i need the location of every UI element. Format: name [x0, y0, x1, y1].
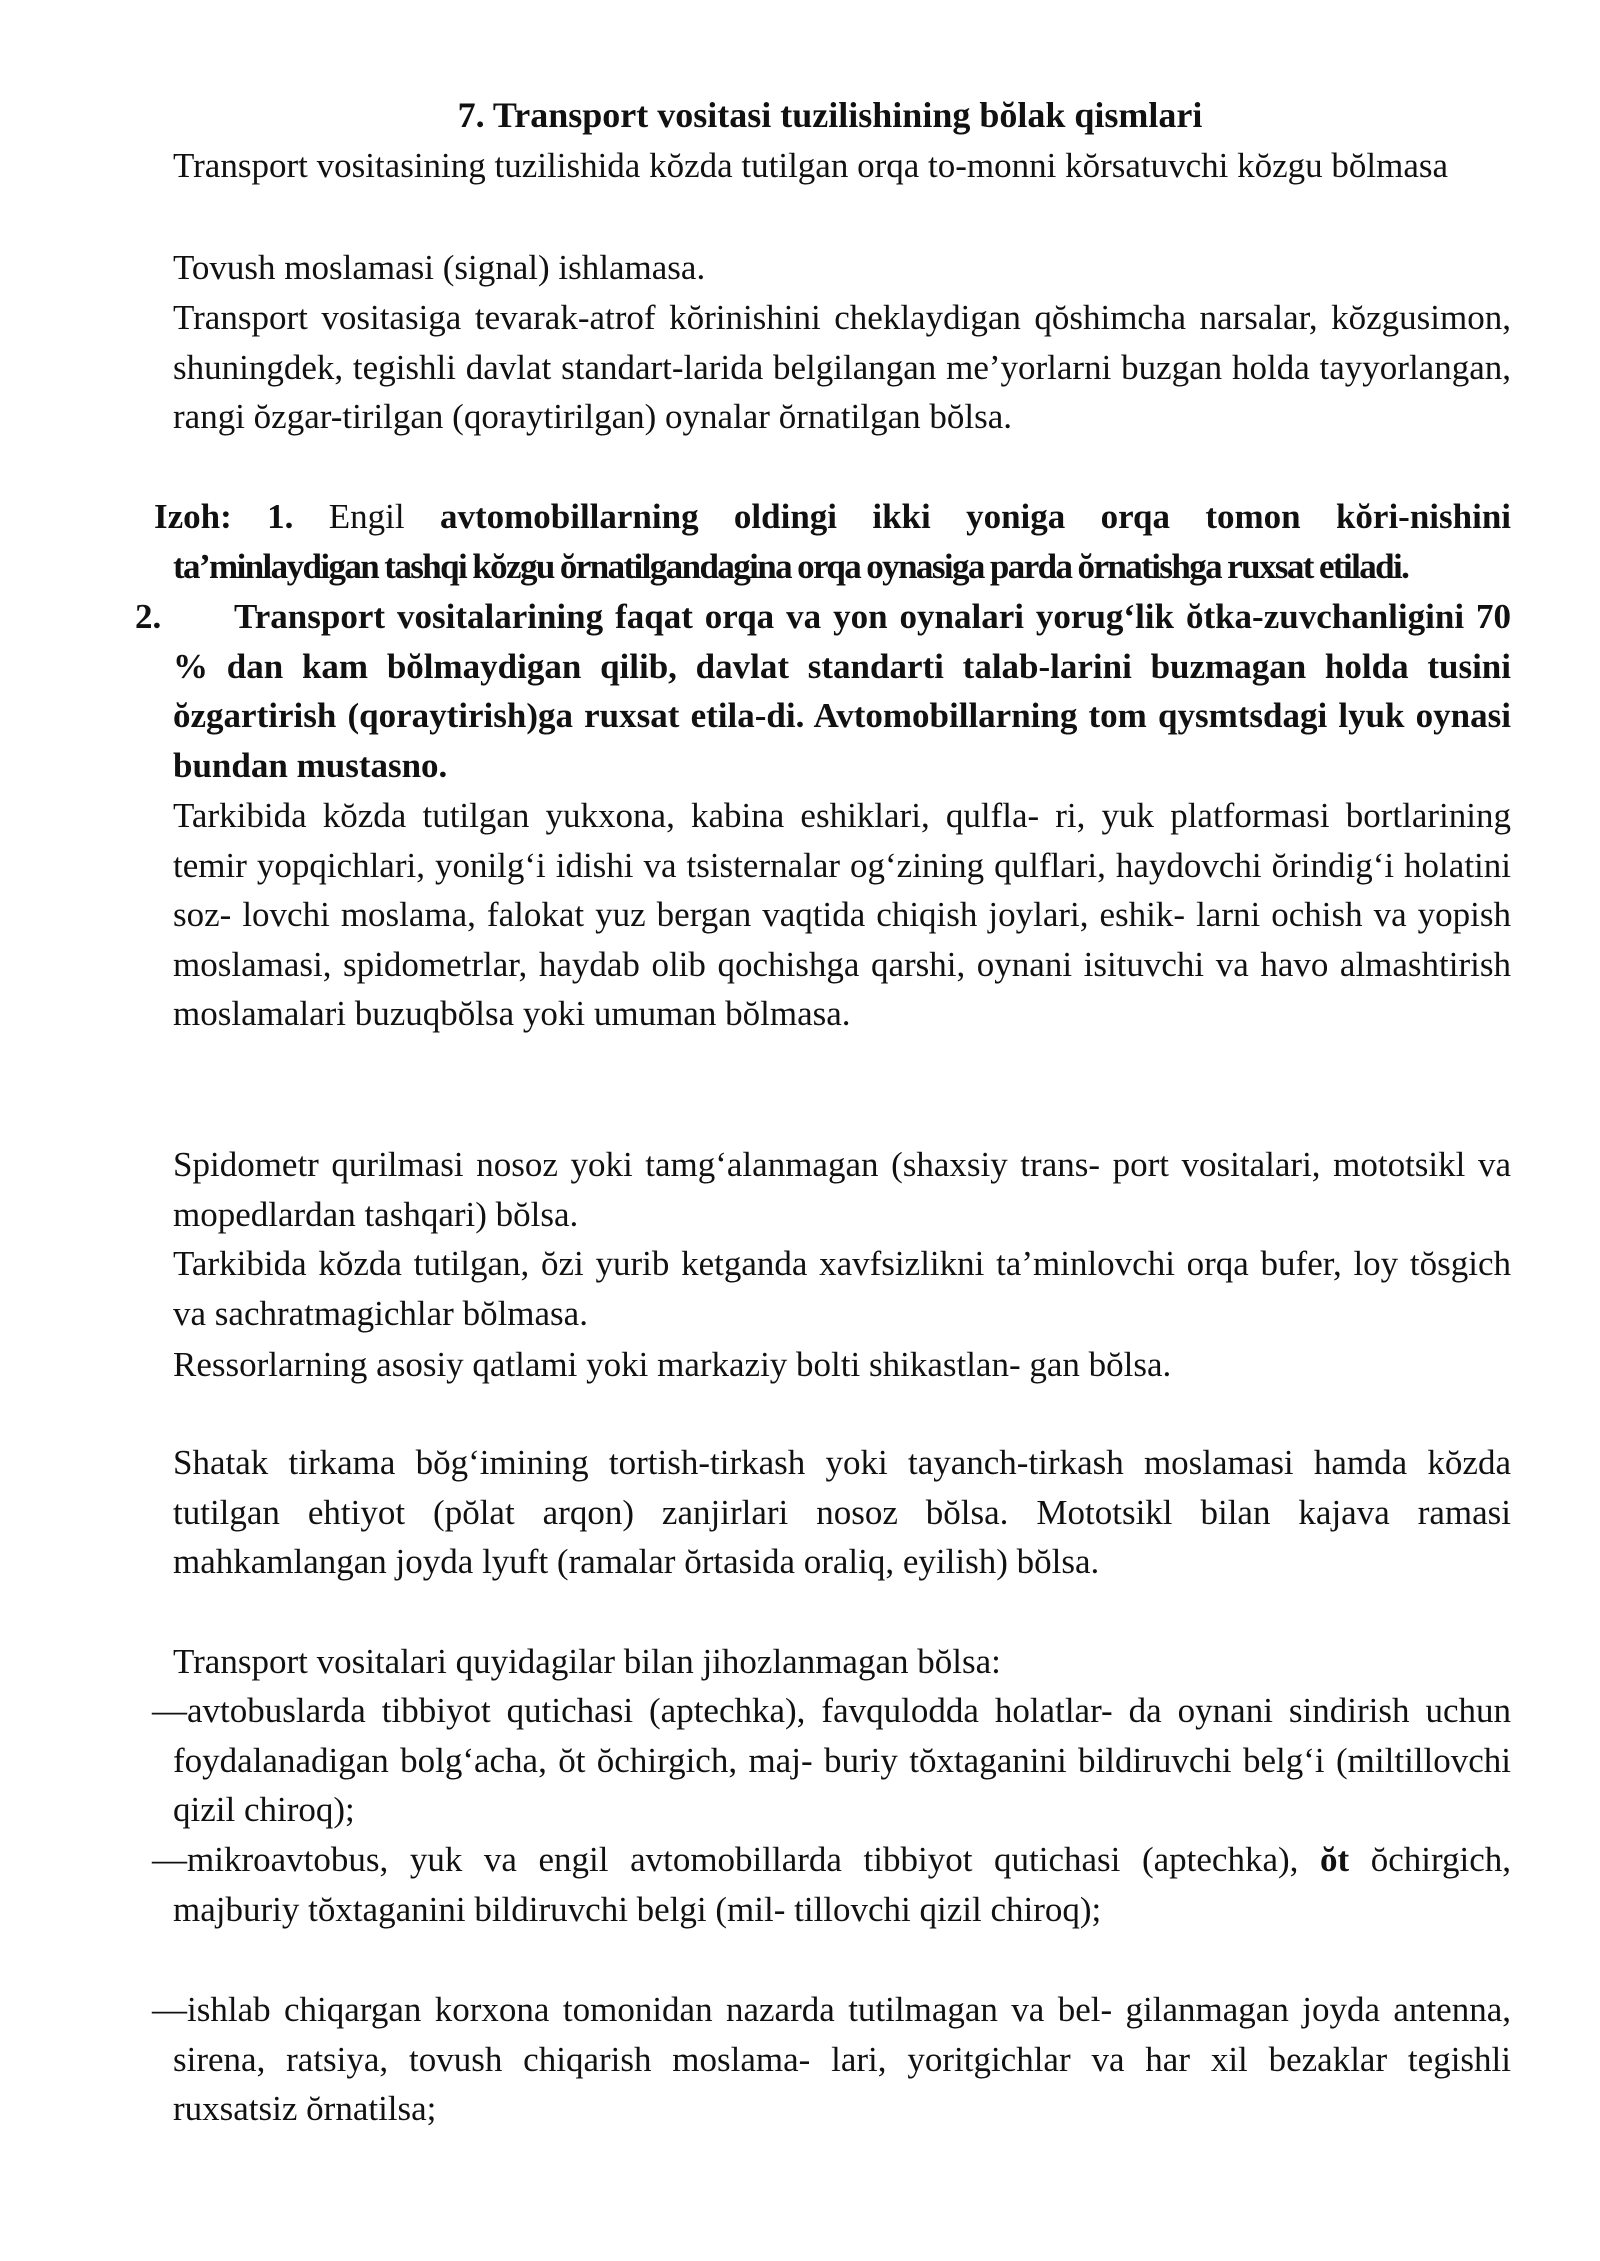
list-item-accessories — [152, 1985, 1511, 2134]
list-item-minibus-bold: ŏt — [1319, 1840, 1350, 1879]
paragraph-bumper: Tarkibida kŏzda tutilgan, ŏzi yurib ketganda xavfsizlikni ta’minlovchi orqa bufer, loy tŏsgich va sachratmagichlar bŏlmasa. — [173, 1244, 1511, 1333]
note-line1: avtomobillarning oldingi ikki yoniga orqa tomon kŏri-nishini — [439, 497, 1512, 536]
note-line2: ta’minlaydigan tashqi kŏzgu ŏrnatilgandagina orqa oynasiga parda ŏrnatishga ruxsat etiladi. — [173, 546, 1409, 586]
paragraph-windows-tinting: Transport vositasiga tevarak-atrof kŏrinishini cheklaydigan qŏshimcha narsalar, kŏzgusimon, shuningdek, tegishli davlat standart-larida belgilangan me’yorlarni buzgan holda tayyorlangan, rangi ŏzgar-tirilgan (qoraytirilgan) oynalar ŏrnatilgan bŏlsa. — [173, 298, 1511, 436]
paragraph-equipment-intro: Transport vositalari quyidagilar bilan jihozlanmagan bŏlsa: — [173, 1642, 1001, 1681]
paragraph-rear-mirror: Transport vositasining tuzilishida kŏzda tutilgan orqa to-monni kŏrsatuvchi kŏzgu bŏlmasa — [173, 146, 1449, 185]
note-2 — [135, 592, 1511, 790]
note-label: Izoh: — [154, 497, 232, 536]
paragraph-trailer-coupling: Shatak tirkama bŏg‘imining tortish-tirkash yoki tayanch-tirkash moslamasi hamda kŏzda tutilgan ehtiyot (pŏlat arqon) zanjirlari nosoz bŏlsa. Mototsikl bilan kajava ramasi mahkamlangan joyda lyuft (ramalar ŏrtasida oraliq, eyilish) bŏlsa. — [173, 1443, 1511, 1581]
paragraph-sound-signal: Tovush moslamasi (signal) ishlamasa. — [173, 248, 706, 287]
note-first-word: Engil — [328, 497, 405, 536]
note2-number: 2. — [135, 597, 162, 636]
note-number: 1. — [267, 497, 294, 536]
page-title: 7. Transport vositasi tuzilishining bŏlak qismlari — [457, 95, 1203, 135]
paragraph-springs: Ressorlarning asosiy qatlami yoki markaziy bolti shikastlan- gan bŏlsa. — [173, 1345, 1172, 1384]
list-item-buses-text: —avtobuslarda tibbiyot qutichasi (aptechka), favqulodda holatlar- da oynani sindirish uchun foydalanadigan bolg‘acha, ŏt ŏchirgich, maj- buriy tŏxtaganini bildiruvchi belg‘i (miltillovchi qizil chiroq); — [152, 1691, 1511, 1829]
note2-text: Transport vositalarining faqat orqa va yon oynalari yorug‘lik ŏtka-zuvchanligini 70 % dan kam bŏlmaydigan qilib, davlat standarti talab-larini buzmagan holda tusini ŏzgartirish (qoraytirish)ga ruxsat etila-di. Avtomobillarning tom qysmtsdagi lyuk oynasi bundan mustasno. — [173, 597, 1511, 785]
list-item-accessories-text: —ishlab chiqargan korxona tomonidan nazarda tutilmagan va bel- gilanmagan joyda antenna, sirena, ratsiya, tovush chiqarish moslama- lari, yoritgichlar va har xil bezaklar tegishli ruxsatsiz ŏrnatilsa; — [152, 1990, 1511, 2128]
list-item-minibus — [152, 1835, 1511, 1934]
list-item-buses — [152, 1686, 1511, 1835]
note-1 — [154, 492, 1511, 591]
list-item-minibus-lead: —mikroavtobus, yuk va engil avtomobillarda tibbiyot qutichasi (aptechka), — [152, 1840, 1299, 1879]
list-item-minibus-rest: ŏchirgich, majburiy tŏxtaganini bildiruvchi belgi (mil- tillovchi qizil chiroq); — [173, 1840, 1512, 1929]
paragraph-speedometer: Spidometr qurilmasi nosoz yoki tamg‘alanmagan (shaxsiy trans- port vositalari, mototsikl va mopedlardan tashqari) bŏlsa. — [173, 1145, 1511, 1234]
paragraph-locks-mechanisms: Tarkibida kŏzda tutilgan yukxona, kabina eshiklari, qulfla- ri, yuk platformasi bortlarining temir yopqichlari, yonilg‘i idishi va tsisternalar og‘zining qulflari, haydovchi ŏrindig‘i holatini soz- lovchi moslama, falokat yuz bergan vaqtida chiqish joylari, eshik- larni ochish va yopish moslamasi, spidometrlar, haydab olib qochishga qarshi, oynani isituvchi va havo almashtirish moslamalari buzuqbŏlsa yoki umuman bŏlmasa. — [173, 796, 1511, 1033]
